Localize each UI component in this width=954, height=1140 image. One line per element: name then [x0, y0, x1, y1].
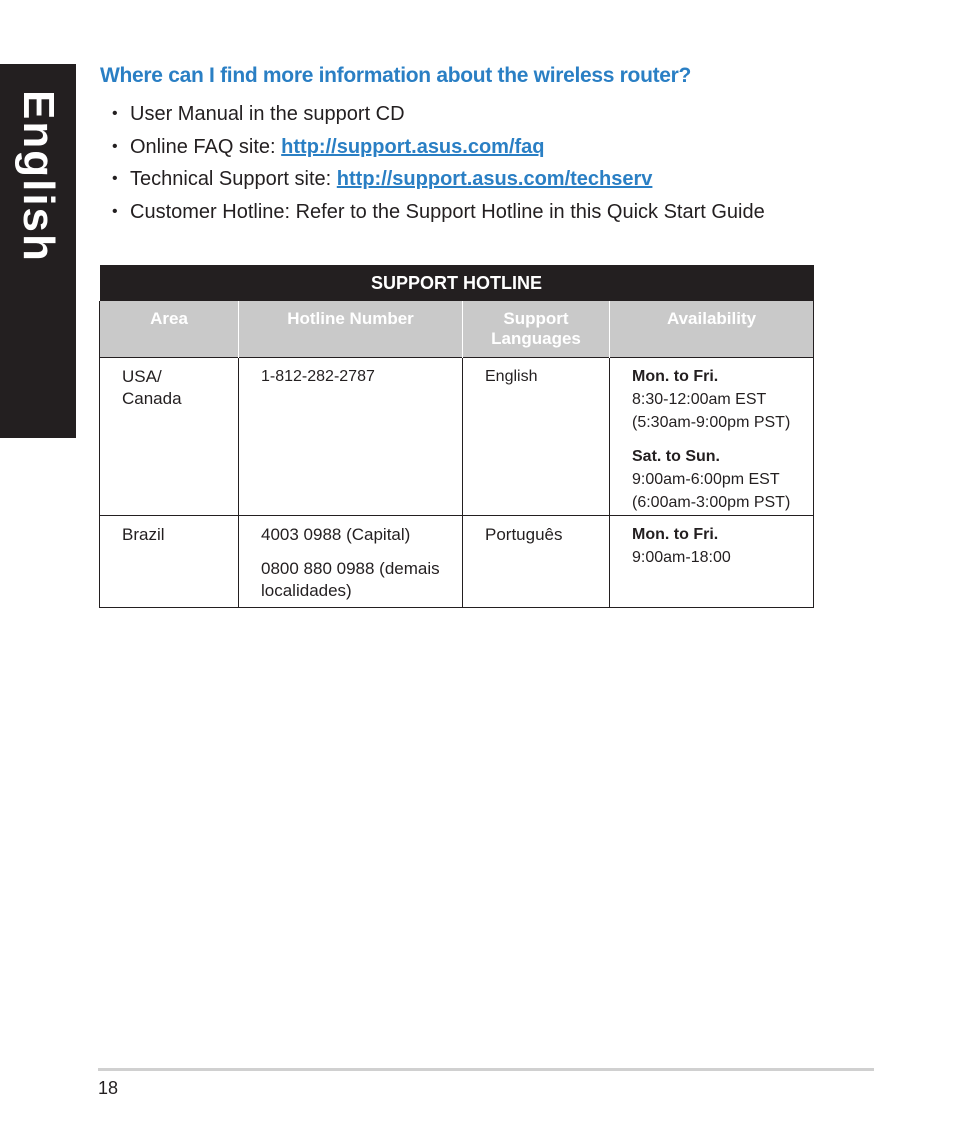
area-text: Brazil: [122, 524, 165, 544]
support-hotline-table: [99, 265, 814, 608]
table-header-row: [100, 301, 814, 357]
area-text: USA/ Canada: [122, 366, 182, 408]
side-tab-label: English: [14, 90, 63, 263]
availability-time: 8:30-12:00am EST: [632, 390, 767, 408]
hotline-number: 1-812-282-2787: [261, 367, 375, 385]
list-item-text: User Manual in the support CD: [130, 103, 405, 125]
availability-days: Mon. to Fri.: [632, 525, 719, 543]
bullet: •: [112, 202, 118, 220]
hotline-number-cell: [239, 357, 463, 515]
availability-days: Sat. to Sun.: [632, 447, 720, 465]
area-cell: [100, 357, 239, 515]
table-row: [100, 357, 814, 515]
language-text: Português: [485, 524, 563, 544]
availability-cell: [610, 515, 814, 607]
hotline-number: 4003 0988 (Capital): [261, 524, 411, 544]
list-item: [100, 165, 765, 198]
bullet: •: [112, 137, 118, 155]
list-item: [100, 198, 765, 231]
column-header-area: Area: [100, 301, 239, 357]
side-language-tab: [0, 64, 76, 438]
list-item-text: Technical Support site:: [130, 168, 337, 190]
availability-time: (6:00am-3:00pm PST): [632, 493, 791, 511]
info-list: [100, 100, 765, 230]
language-cell: [463, 357, 610, 515]
bullet: •: [112, 105, 118, 122]
faq-link[interactable]: http://support.asus.com/faq: [281, 135, 545, 158]
hotline-number: 0800 880 0988 (demais localidades): [261, 558, 440, 600]
availability-cell: [610, 357, 814, 515]
section-heading: Where can I find more information about the wireless router?: [100, 64, 692, 87]
availability-days: Mon. to Fri.: [632, 367, 719, 385]
column-header-support-languages: Support Languages: [463, 301, 610, 357]
list-item-text: Customer Hotline: Refer to the Support Hotline in this Quick Start Guide: [130, 200, 765, 223]
techserv-link[interactable]: http://support.asus.com/techserv: [336, 168, 653, 190]
page-number: 18: [98, 1078, 119, 1098]
list-item-text: Online FAQ site:: [130, 135, 282, 158]
column-header-availability: Availability: [610, 301, 814, 357]
availability-time: 9:00am-6:00pm EST: [632, 470, 780, 488]
column-header-hotline-number: Hotline Number: [239, 301, 463, 357]
language-cell: [463, 515, 610, 607]
table-row: [100, 515, 814, 607]
bullet: •: [112, 170, 118, 187]
footer-divider: [98, 1068, 874, 1071]
table-title: SUPPORT HOTLINE: [100, 265, 814, 301]
availability-time: 9:00am-18:00: [632, 548, 731, 566]
list-item: [100, 133, 765, 166]
list-item: [100, 100, 765, 133]
language-text: English: [485, 367, 538, 385]
availability-time: (5:30am-9:00pm PST): [632, 413, 791, 431]
hotline-number-cell: [239, 515, 463, 607]
area-cell: [100, 515, 239, 607]
